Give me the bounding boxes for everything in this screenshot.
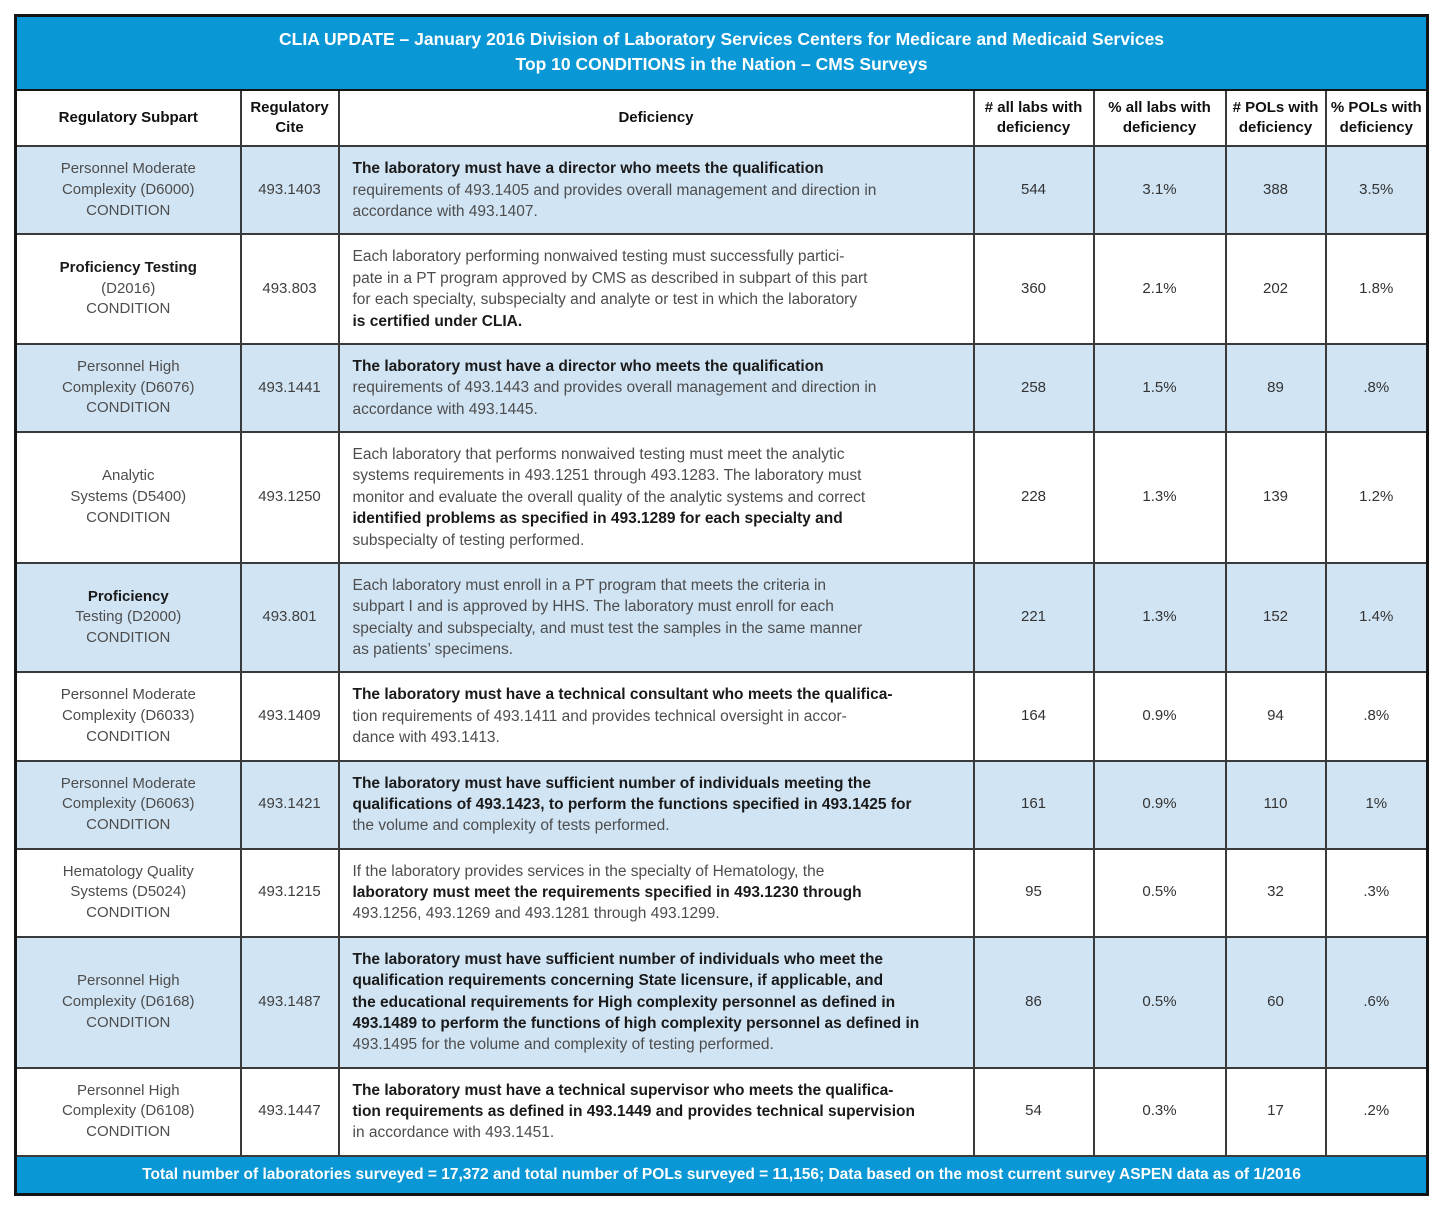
column-header-line: % POLs with	[1330, 98, 1422, 116]
labs-pct-cell: 3.1%	[1094, 146, 1226, 234]
column-header-num-pols	[1226, 90, 1326, 147]
text-line: Personnel Moderate	[60, 686, 196, 704]
pols-pct-cell: .6%	[1326, 937, 1428, 1068]
column-header-regulatory-cite	[241, 90, 339, 147]
pols-pct-cell: 1.4%	[1326, 563, 1428, 673]
regulatory-cite-cell: 493.803	[241, 234, 339, 344]
regulatory-cite-cell: 493.1403	[241, 146, 339, 234]
deficiency-cell	[339, 146, 974, 234]
text-line: CONDITION	[86, 727, 171, 745]
table-row	[16, 1068, 1428, 1156]
text-line: Each laboratory must enroll in a PT program that meets the criteria in	[352, 576, 827, 594]
labs-pct-cell: 0.3%	[1094, 1068, 1226, 1156]
text-line: CONDITION	[86, 1123, 171, 1141]
text-line: tion requirements as defined in 493.1449 and provides technical supervision	[352, 1103, 915, 1120]
deficiency-cell	[339, 672, 974, 760]
regulatory-subpart-cell	[16, 563, 241, 673]
column-header-line: # POLs with	[1232, 98, 1319, 116]
text-line: in accordance with 493.1451.	[352, 1124, 555, 1142]
text-line: Testing (D2000)	[75, 608, 182, 626]
text-line: for each specialty, subspecialty and analyte or test in which the laboratory	[352, 291, 858, 309]
text-line: dance with 493.1413.	[352, 729, 500, 747]
pols-pct-cell: .8%	[1326, 672, 1428, 760]
pols-pct-cell: 1.2%	[1326, 432, 1428, 563]
pols-pct-cell: .3%	[1326, 849, 1428, 937]
text-line: is certified under CLIA.	[352, 312, 523, 330]
text-line: systems requirements in 493.1251 through 493.1283. The laboratory must	[352, 467, 862, 485]
regulatory-cite-cell: 493.1421	[241, 761, 339, 849]
text-line: laboratory must meet the requirements specified in 493.1230 through	[352, 884, 862, 901]
text-line: Systems (D5400)	[70, 488, 187, 506]
text-line: The laboratory must have a director who meets the qualification	[352, 160, 824, 178]
pols-count-cell: 139	[1226, 432, 1326, 563]
text-line: Personnel High	[76, 1081, 180, 1099]
deficiency-cell	[339, 344, 974, 432]
text-line: specialty and subspecialty, and must test the samples in the same manner	[352, 619, 863, 637]
pols-pct-cell: 1%	[1326, 761, 1428, 849]
labs-count-cell: 164	[974, 672, 1094, 760]
labs-count-cell: 86	[974, 937, 1094, 1068]
regulatory-cite-cell: 493.1250	[241, 432, 339, 563]
deficiency-cell	[339, 234, 974, 344]
column-header-line: deficiency	[1122, 119, 1197, 136]
regulatory-subpart-cell	[16, 672, 241, 760]
pols-pct-cell: 3.5%	[1326, 146, 1428, 234]
pols-count-cell: 152	[1226, 563, 1326, 673]
pols-count-cell: 110	[1226, 761, 1326, 849]
text-line: The laboratory must have a director who meets the qualification	[352, 357, 824, 375]
column-header-line: deficiency	[1238, 119, 1313, 136]
table-row	[16, 344, 1428, 432]
table-row	[16, 761, 1428, 849]
text-line: 493.1256, 493.1269 and 493.1281 through 493.1299.	[352, 905, 720, 923]
table-row	[16, 234, 1428, 344]
pols-count-cell: 60	[1226, 937, 1326, 1068]
labs-pct-cell: 0.5%	[1094, 937, 1226, 1068]
labs-pct-cell: 2.1%	[1094, 234, 1226, 344]
deficiency-cell	[339, 937, 974, 1068]
table-title-bar	[16, 16, 1428, 90]
text-line: Personnel Moderate	[60, 160, 196, 178]
column-header-num-all-labs	[974, 90, 1094, 147]
text-line: Complexity (D6000)	[61, 180, 195, 198]
column-header-pct-pols	[1326, 90, 1428, 147]
text-line: Hematology Quality	[62, 862, 194, 880]
table-row	[16, 937, 1428, 1068]
footer-summary-text: Total number of laboratories surveyed = 17,372 and total number of POLs surveyed = 11,156; Data based on the most current survey ASPEN data as of 1/2016	[16, 1156, 1428, 1195]
text-line: CONDITION	[86, 201, 171, 219]
column-header-line: Cite	[275, 119, 304, 136]
labs-count-cell: 161	[974, 761, 1094, 849]
text-line: subpart I and is approved by HHS. The laboratory must enroll for each	[352, 598, 834, 616]
text-line: CONDITION	[86, 399, 171, 417]
labs-count-cell: 258	[974, 344, 1094, 432]
text-line: Analytic	[101, 467, 155, 485]
regulatory-cite-cell: 493.1409	[241, 672, 339, 760]
deficiency-cell	[339, 849, 974, 937]
text-line: CONDITION	[86, 628, 171, 646]
text-line: Personnel Moderate	[60, 774, 196, 792]
text-line: Complexity (D6063)	[61, 795, 195, 813]
text-line: 493.1489 to perform the functions of high complexity personnel as defined in	[352, 1014, 920, 1032]
column-header-deficiency	[339, 90, 974, 147]
text-line: accordance with 493.1407.	[352, 203, 538, 220]
text-line: Personnel High	[76, 357, 180, 375]
pols-pct-cell: .2%	[1326, 1068, 1428, 1156]
text-line: CONDITION	[86, 815, 171, 833]
regulatory-subpart-cell	[16, 432, 241, 563]
text-line: Complexity (D6033)	[61, 707, 195, 725]
regulatory-subpart-cell	[16, 1068, 241, 1156]
text-line: The laboratory must have a technical supervisor who meets the qualifica-	[352, 1081, 894, 1099]
text-line: requirements of 493.1405 and provides overall management and direction in	[352, 181, 877, 199]
pols-count-cell: 202	[1226, 234, 1326, 344]
regulatory-subpart-cell	[16, 849, 241, 937]
regulatory-subpart-cell	[16, 761, 241, 849]
table-row	[16, 672, 1428, 760]
text-line: 493.1495 for the volume and complexity of testing performed.	[352, 1036, 774, 1054]
regulatory-subpart-cell	[16, 344, 241, 432]
labs-count-cell: 544	[974, 146, 1094, 234]
text-line: qualification requirements concerning State licensure, if applicable, and	[352, 972, 884, 990]
regulatory-cite-cell: 493.1487	[241, 937, 339, 1068]
column-header-line: # all labs with	[984, 98, 1083, 116]
labs-count-cell: 54	[974, 1068, 1094, 1156]
text-line: as patients’ specimens.	[352, 641, 514, 658]
regulatory-subpart-cell	[16, 234, 241, 344]
column-header-line: % all labs with	[1108, 98, 1211, 116]
deficiency-cell	[339, 1068, 974, 1156]
deficiency-cell	[339, 563, 974, 673]
text-line: Proficiency Testing	[59, 259, 197, 277]
pols-count-cell: 89	[1226, 344, 1326, 432]
column-header-line: Deficiency	[618, 108, 694, 126]
table-footer-bar	[16, 1156, 1428, 1195]
pols-count-cell: 17	[1226, 1068, 1326, 1156]
text-line: The laboratory must have sufficient number of individuals meeting the	[352, 774, 871, 792]
column-header-line: Regulatory	[250, 98, 329, 116]
text-line: CONDITION	[86, 1013, 171, 1031]
column-header-line: deficiency	[996, 119, 1071, 136]
text-line: pate in a PT program approved by CMS as described in subpart of this part	[352, 269, 868, 287]
labs-pct-cell: 0.9%	[1094, 761, 1226, 849]
labs-count-cell: 360	[974, 234, 1094, 344]
text-line: The laboratory must have a technical consultant who meets the qualifica-	[352, 686, 893, 704]
regulatory-subpart-cell	[16, 146, 241, 234]
text-line: CONDITION	[86, 300, 171, 318]
text-line: identified problems as specified in 493.1289 for each specialty and	[352, 510, 843, 528]
text-line: the educational requirements for High complexity personnel as defined in	[352, 993, 896, 1011]
text-line: Each laboratory performing nonwaived testing must successfully partici-	[352, 248, 845, 266]
text-line: If the laboratory provides services in the specialty of Hematology, the	[352, 862, 825, 880]
regulatory-cite-cell: 493.1441	[241, 344, 339, 432]
table-row	[16, 146, 1428, 234]
text-line: accordance with 493.1445.	[352, 400, 538, 418]
text-line: Proficiency	[87, 587, 169, 605]
table-row	[16, 563, 1428, 673]
regulatory-cite-cell: 493.1447	[241, 1068, 339, 1156]
regulatory-subpart-cell	[16, 937, 241, 1068]
deficiency-cell	[339, 432, 974, 563]
text-line: the volume and complexity of tests performed.	[352, 817, 670, 835]
column-header-line: Regulatory Subpart	[58, 108, 198, 126]
labs-pct-cell: 0.9%	[1094, 672, 1226, 760]
text-line: CONDITION	[86, 904, 171, 922]
deficiency-cell	[339, 761, 974, 849]
column-header-regulatory-subpart	[16, 90, 241, 147]
text-line: CONDITION	[86, 508, 171, 526]
pols-pct-cell: .8%	[1326, 344, 1428, 432]
regulatory-cite-cell: 493.801	[241, 563, 339, 673]
labs-pct-cell: 1.5%	[1094, 344, 1226, 432]
labs-count-cell: 221	[974, 563, 1094, 673]
labs-count-cell: 228	[974, 432, 1094, 563]
clia-conditions-table	[14, 14, 1429, 1196]
text-line: tion requirements of 493.1411 and provides technical oversight in accor-	[352, 707, 847, 725]
text-line: monitor and evaluate the overall quality of the analytic systems and correct	[352, 488, 866, 506]
text-line: subspecialty of testing performed.	[352, 531, 585, 549]
table-row	[16, 432, 1428, 563]
pols-count-cell: 94	[1226, 672, 1326, 760]
text-line: The laboratory must have sufficient number of individuals who meet the	[352, 950, 884, 968]
labs-pct-cell: 0.5%	[1094, 849, 1226, 937]
labs-count-cell: 95	[974, 849, 1094, 937]
table-title-line1: CLIA UPDATE – January 2016 Division of Laboratory Services Centers for Medicare and Medicaid Services	[279, 29, 1165, 49]
pols-count-cell: 32	[1226, 849, 1326, 937]
column-header-pct-all-labs	[1094, 90, 1226, 147]
labs-pct-cell: 1.3%	[1094, 563, 1226, 673]
text-line: Complexity (D6076)	[61, 378, 195, 396]
text-line: Each laboratory that performs nonwaived testing must meet the analytic	[352, 446, 845, 463]
labs-pct-cell: 1.3%	[1094, 432, 1226, 563]
column-header-row	[16, 90, 1428, 147]
text-line: Personnel High	[76, 972, 180, 990]
text-line: Complexity (D6168)	[61, 992, 195, 1010]
regulatory-cite-cell: 493.1215	[241, 849, 339, 937]
text-line: requirements of 493.1443 and provides overall management and direction in	[352, 379, 877, 397]
table-title-line2: Top 10 CONDITIONS in the Nation – CMS Surveys	[515, 54, 928, 75]
pols-count-cell: 388	[1226, 146, 1326, 234]
text-line: qualifications of 493.1423, to perform the functions specified in 493.1425 for	[352, 795, 912, 813]
text-line: Systems (D5024)	[70, 883, 187, 901]
column-header-line: deficiency	[1339, 119, 1413, 136]
pols-pct-cell: 1.8%	[1326, 234, 1428, 344]
text-line: (D2016)	[101, 279, 156, 297]
table-row	[16, 849, 1428, 937]
text-line: Complexity (D6108)	[61, 1102, 195, 1120]
